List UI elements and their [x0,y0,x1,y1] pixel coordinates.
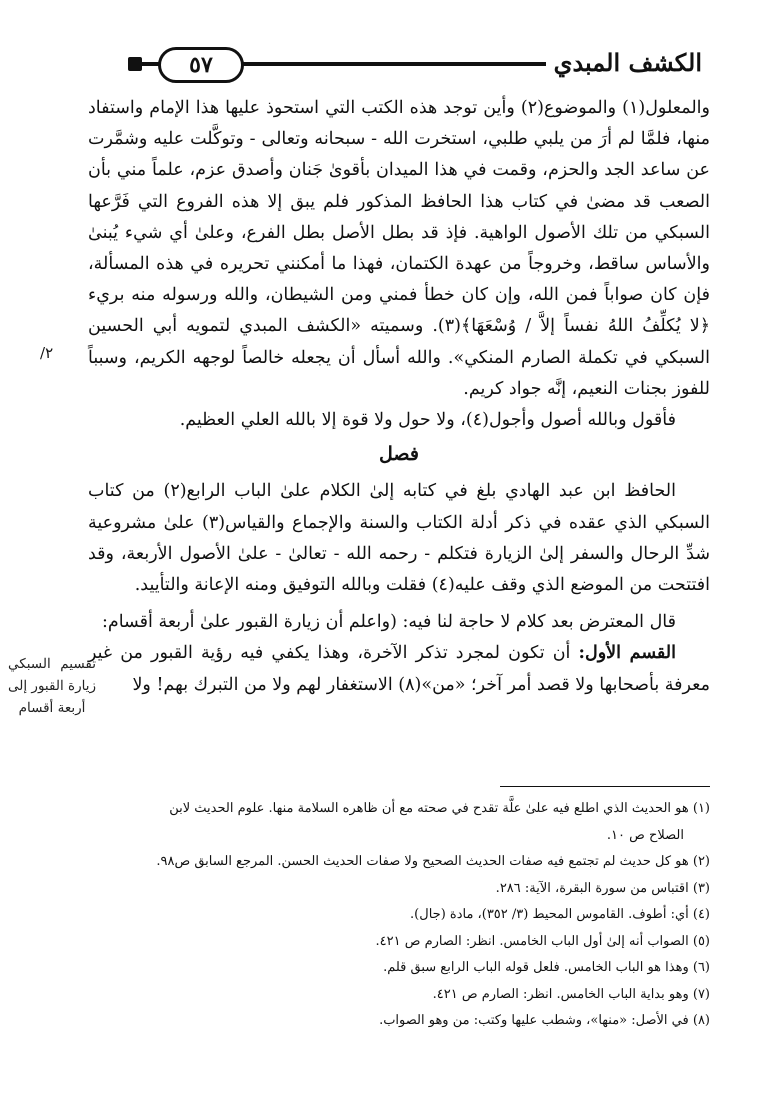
footnote-3: (٣) اقتباس من سورة البقرة، الآية: ٢٨٦. [495,880,710,896]
footnote-7: (٧) وهو بداية الباب الخامس. انظر: الصارم ص ٤٢١. [432,986,710,1002]
header-rule-end [128,57,142,71]
running-header [128,46,708,80]
margin-side-note: تقسيم السبكي زيارة القبور إلى أربعة أقسام [8,656,96,716]
main-text [88,93,710,701]
intro-paragraph: قال المعترض بعد كلام لا حاجة لنا فيه: (واعلم أن زيارة القبور علىٰ أربعة أقسام: [101,612,676,633]
footnote-6: (٦) وهذا هو الباب الخامس. فلعل قوله الباب الرابع سبق قلم. [383,960,710,975]
footnote-4: (٤) أي: أطوف. القاموس المحيط (٣/ ٣٥٢)، مادة (جال). [410,907,710,922]
footnote-1-continued: الصلاح ص ١٠. [606,827,684,843]
footnote-1: (١) هو الحديث الذي اطلع فيه علىٰ علَّة تقدح في صحته مع أن ظاهره السلامة منها. علوم الحديث لابن [169,801,710,816]
first-section-paragraph [88,638,710,700]
paragraph-2: فأقول وبالله أصول وأجول(٤)، ولا حول ولا قوة إلا بالله العلي العظيم. [179,410,676,431]
paragraph-1: والمعلول(١) والموضوع(٢) وأين توجد هذه الكتب التي استحوذ عليها هذا الإمام واستفاد منها، فلمَّا لم أرَ من يلبي طلبي، استخرت الله - سبحانه وتعالى - وتوكَّلت عليه وشمَّرت عن ساعد الجد والحزم، وقمت في هذا الميدان بأقوىٰ جَنان وأصدق عزم، علماً مني بأن الصعب قد مضىٰ في كتاب هذا الحافظ المذكور فلم يبق إلا هذه الفروع التي فَرَّعها السبكي من تلك الأصول الواهية. فإذ قد بطل الأصل بطل الفرع، وعلىٰ أي شيء يُبنىٰ والأساس ساقط، وخروجاً من عهدة الكتمان، فهذا ما أمكنني تحريره في هذه المسألة، فإن كان صواباً فمن الله، وإن كان خطأ فمني ومن الشيطان، والله ورسوله منه بريء ﴿لا يُكلِّفُ اللهُ نفساً إلاَّ / وُسْعَهَا﴾(٣). وسميته «الكشف المبدي لتمويه أبي الحسين السبكي في تكملة الصارم المنكي». والله أسأل أن يجعله خالصاً لوجهه الكريم، وسبباً للفوز بجنات النعيم، إنَّه جواد كريم. [88,98,710,399]
section-heading: فصل [379,443,419,466]
first-section-text: أن تكون لمجرد تذكر الآخرة، وهذا يكفي فيه رؤية القبور من غير معرفة بأصحابها ولا قصد أمر آخر؛ «من»(٨) الاستغفار لهم ولا من التبرك بهم! ولا [88,643,710,695]
footnote-separator [500,786,710,787]
running-title: الكشف المبدي [546,46,708,80]
footnotes [72,796,710,1035]
margin-folio-reference: ٢/ [40,344,54,362]
section-paragraph: الحافظ ابن عبد الهادي بلغ في كتابه إلىٰ الكلام علىٰ الباب الرابع(٢) من كتاب السبكي الذي عقده في ذكر أدلة الكتاب والسنة والإجماع والقياس(٣) علىٰ مشروعية شدِّ الرحال والسفر إلىٰ الزيارة فتكلم - رحمه الله - تعالىٰ - علىٰ الأصول الأربعة، وقد افتتحت من الموضع الذي وقف عليه(٤) فقلت وبالله التوفيق ومنه الإعانة والتأييد. [88,481,710,596]
footnote-5: (٥) الصواب أنه إلىٰ أول الباب الخامس. انظر: الصارم ص ٤٢١. [375,933,710,949]
footnote-2: (٢) هو كل حديث لم تجتمع فيه صفات الحديث الصحيح ولا صفات الحديث الحسن. المرجع السابق ص٩٨. [156,854,710,869]
footnote-8: (٨) في الأصل: «منها»، وشطب عليها وكتب: من وهو الصواب. [379,1013,710,1028]
first-section-label: القسم الأول: [578,643,676,664]
page-number: ٥٧ [158,47,244,83]
